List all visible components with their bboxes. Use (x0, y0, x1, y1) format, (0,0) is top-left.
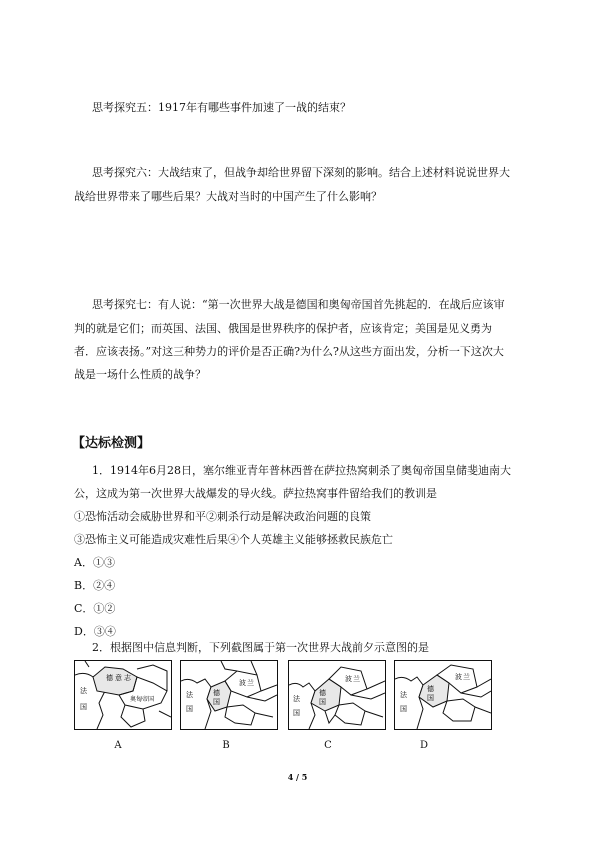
map-c-label-6: 国 (293, 709, 300, 717)
question-7-line-3: 者．应该表扬。”对这三种势力的评价是否正确?为什么?从这些方面出发，分析一下这次大 (74, 345, 504, 358)
question-7-line-2: 判的就是它们；而英国、法国、俄国是世界秩序的保护者，应该肯定；美国是见义勇为 (74, 322, 492, 335)
question-7-line-4: 战是一场什么性质的战争？ (74, 368, 206, 381)
map-d-label-4: 兰 (463, 673, 470, 681)
question-1-option-d: D．③④ (74, 625, 116, 638)
map-b-label-1: 德 (213, 689, 220, 697)
map-b-label-3: 波 (239, 679, 246, 687)
question-1-statements-line-2: ③恐怖主义可能造成灾难性后果④个人英雄主义能够拯救民族危亡 (74, 533, 393, 546)
map-c-label-1: 德 (319, 689, 326, 697)
question-1-stem-line-1: 1．1914年6月28日，塞尔维亚青年普林西普在萨拉热窝刺杀了奥匈帝国皇储斐迪南大 (92, 464, 511, 477)
map-a-label-1: 德 (106, 674, 113, 682)
question-6-line-2: 战给世界带来了哪些后果？大战对当时的中国产生了什么影响？ (74, 190, 382, 203)
map-d-label-2: 国 (427, 694, 434, 702)
map-a (74, 660, 172, 730)
question-1-option-b: B．②④ (74, 579, 116, 592)
map-d-label-1: 德 (427, 685, 434, 693)
map-c-label-4: 兰 (353, 675, 360, 683)
page-number: 4 / 5 (287, 772, 308, 782)
map-a-drawing (75, 661, 171, 729)
map-b-label-6: 国 (186, 705, 193, 713)
map-b (180, 660, 278, 730)
map-a-label-3: 志 (124, 674, 131, 682)
map-b-label-2: 国 (213, 698, 220, 706)
map-d-label-6: 国 (400, 705, 407, 713)
map-d-letter: D (419, 740, 429, 751)
map-d-label-3: 波 (455, 673, 462, 681)
map-a-label-4: 法 (80, 687, 87, 695)
map-a-label-2: 意 (115, 674, 122, 682)
question-5: 思考探究五：1917年有哪些事件加速了一战的结束？ (92, 101, 351, 114)
map-c-label-3: 波 (345, 675, 352, 683)
question-1-statements-line-1: ①恐怖活动会威胁世界和平②刺杀行动是解决政治问题的良策 (74, 510, 371, 523)
map-a-label-6: 奥匈帝国 (130, 696, 155, 703)
map-c-drawing (289, 661, 385, 729)
map-d-label-5: 法 (400, 691, 407, 699)
question-7-line-1: 思考探究七：有人说：“第一次世界大战是德国和奥匈帝国首先挑起的．在战后应该审 (92, 298, 505, 311)
question-1-option-c: C．①② (74, 602, 116, 615)
question-1-option-a: A．①③ (74, 556, 115, 569)
map-c-letter: C (324, 740, 332, 751)
map-b-label-4: 兰 (247, 679, 254, 687)
map-b-drawing (181, 661, 277, 729)
map-b-letter: B (222, 740, 230, 751)
section-heading: 【达标检测】 (72, 436, 151, 451)
map-c-label-5: 法 (293, 695, 300, 703)
map-c-label-2: 国 (319, 698, 326, 706)
map-d-drawing (395, 661, 491, 729)
map-a-letter: A (114, 740, 122, 751)
question-2-stem: 2．根据图中信息判断，下列截图属于第一次世界大战前夕示意图的是 (92, 641, 429, 654)
map-b-label-5: 法 (186, 691, 193, 699)
map-d (394, 660, 492, 730)
map-c (288, 660, 386, 730)
map-a-label-5: 国 (80, 703, 87, 711)
question-1-stem-line-2: 公，这成为第一次世界大战爆发的导火线。萨拉热窝事件留给我们的教训是 (74, 487, 437, 500)
question-6-line-1: 思考探究六：大战结束了，但战争却给世界留下深刻的影响。结合上述材料说说世界大 (92, 166, 510, 179)
